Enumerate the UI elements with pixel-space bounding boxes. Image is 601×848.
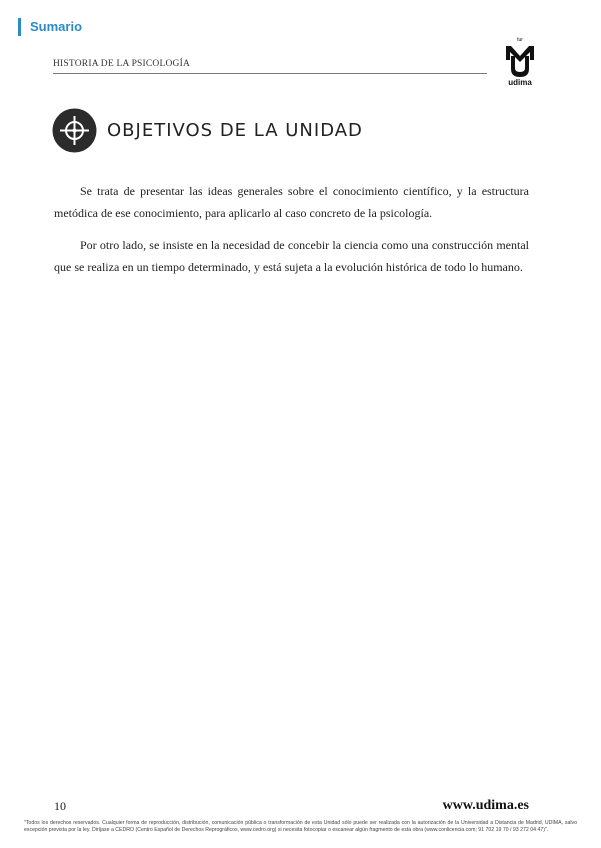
- website-link[interactable]: www.udima.es: [442, 798, 529, 813]
- summary-link[interactable]: Sumario: [18, 18, 82, 36]
- svg-text:tur: tur: [517, 37, 523, 43]
- crosshair-target-icon: [52, 108, 97, 153]
- logo-wordmark: udima: [508, 78, 532, 87]
- page-number: 10: [54, 799, 66, 813]
- running-header-title: HISTORIA DE LA PSICOLOGÍA: [53, 59, 487, 74]
- section-title: OBJETIVOS DE LA UNIDAD: [107, 120, 363, 141]
- paragraph: Se trata de presentar las ideas generales sobre el conocimiento científico, y la estructura metódica de ese conocimiento, para aplicarlo al caso concreto de la psicología.: [54, 184, 529, 220]
- body-text: [54, 180, 529, 288]
- paragraph: Por otro lado, se insiste en la necesidad de concebir la ciencia como una construcción mental que se realiza en un tiempo determinado, y está sujeta a la evolución histórica de todo lo humano.: [54, 238, 529, 274]
- udima-logo: [503, 34, 537, 90]
- udima-logo-mark: [503, 34, 537, 78]
- legal-notice: "Todos los derechos reservados. Cualquier forma de reproducción, distribución, comunicación pública o transformación de esta Unidad sólo puede ser realizada con la autorización de la Universidad a Distancia de Madrid, UDIMA, salvo excepción prevista por la ley. Diríjase a CEDRO (Centro Español de Derechos Reprográficos, www.cedro.org) si necesita fotocopiar o escanear algún fragmento de esta obra (www.conlicencia.com; 91 702 19 70 / 93 272 04 47)".: [24, 820, 577, 833]
